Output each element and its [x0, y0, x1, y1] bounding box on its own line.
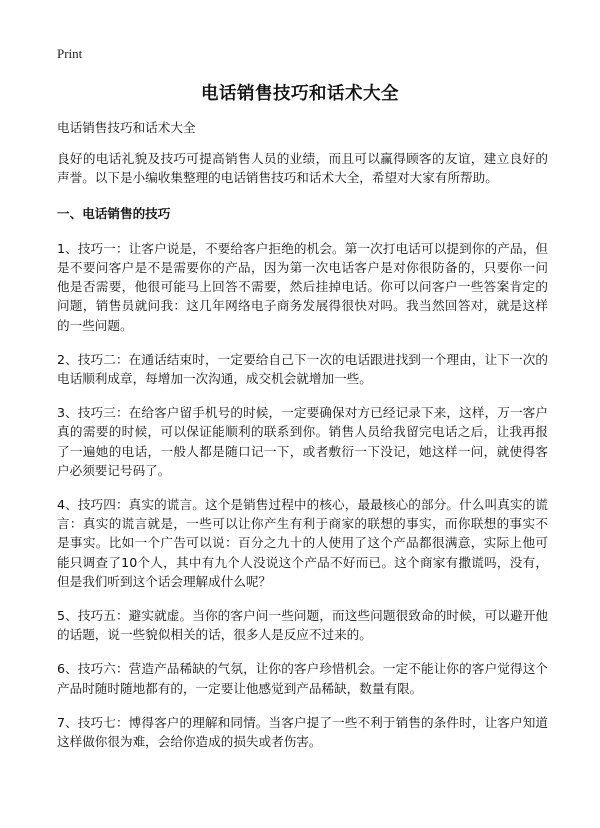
- intro-paragraph: 良好的电话礼貌及技巧可提高销售人员的业绩，而且可以赢得顾客的友谊，建立良好的声誉。以下是小编收集整理的电话销售技巧和话术大全，希望对大家有所帮助。: [57, 151, 548, 186]
- tip-paragraph-6: 6、技巧六：营造产品稀缺的气氛，让你的客户珍惜机会。一定不能让你的客户觉得这个产品时随时随地都有的，一定要让他感觉到产品稀缺，数量有限。: [57, 661, 548, 696]
- print-label[interactable]: Print: [57, 46, 83, 61]
- article-body: [57, 118, 548, 766]
- tip-paragraph-3: 3、技巧三：在给客户留手机号的时候，一定要确保对方已经记录下来，这样，万一客户真的需要的时候，可以保证能顺利的联系到你。销售人员给我留完电话之后，让我再报了一遍她的电话，一般人都是随口记一下，或者敷衍一下没记，她这样一问，就使得客户必须要记号码了。: [57, 405, 548, 478]
- tip-paragraph-7: 7、技巧七：博得客户的理解和同情。当客户提了一些不利于销售的条件时，让客户知道这样做你很为难，会给你造成的损失或者伤害。: [57, 714, 548, 750]
- tip-paragraph-5: 5、技巧五：避实就虚。当你的客户问一些问题，而这些问题很致命的时候，可以避开他的话题，说一些貌似相关的话，很多人是反应不过来的。: [57, 608, 548, 643]
- section-heading: 一、电话销售的技巧: [57, 205, 171, 221]
- tip-paragraph-1: 1、技巧一：让客户说是，不要给客户拒绝的机会。第一次打电话可以提到你的产品，但是不要问客户是不是需要你的产品，因为第一次电话客户是对你很防备的，只要你一问他是否需要，他很可能马上回答不需要，然后挂掉电话。你可以问客户一些答案肯定的问题，销售员就问我：这几年网络电子商务发展得很快对吗。我当然回答对，就是这样的一些问题。: [57, 240, 548, 333]
- article-subtitle: 电话销售技巧和话术大全: [57, 120, 196, 135]
- page-title: 电话销售技巧和话术大全: [201, 84, 399, 104]
- tip-paragraph-2: 2、技巧二：在通话结束时，一定要给自己下一次的电话跟进找到一个理由，让下一次的电话顺利成章，每增加一次沟通，成交机会就增加一些。: [57, 351, 548, 387]
- tip-paragraph-4: 4、技巧四：真实的谎言。这个是销售过程中的核心，最最核心的部分。什么叫真实的谎言：真实的谎言就是，一些可以让你产生有利于商家的联想的事实，而你联想的事实不是事实。比如一个广告可以说：百分之九十的人使用了这个产品都很满意，实际上他可能只调查了10个人，其中有九个人没说这个产品不好而已。这个商家有撒谎吗，没有，但是我们听到这个话会理解成什么呢？: [57, 497, 548, 589]
